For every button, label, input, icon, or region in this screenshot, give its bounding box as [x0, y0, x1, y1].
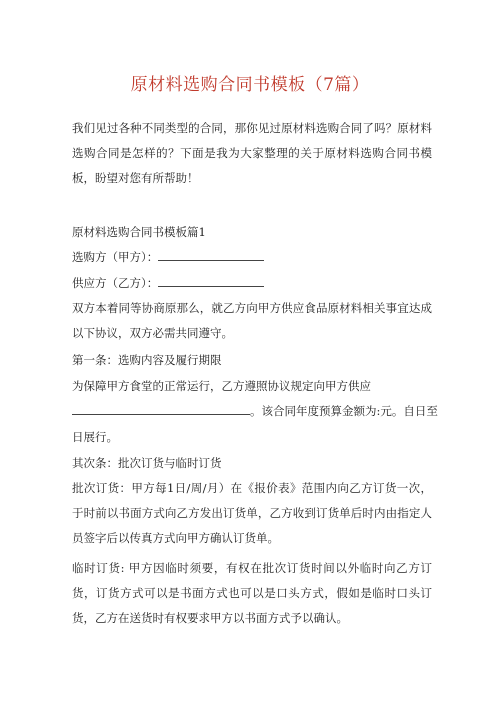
section-title: 原材料选购合同书模板篇1 [72, 225, 206, 239]
clause1-line1: 为保障甲方食堂的正常运行，乙方遵照协议规定向甲方供应 [72, 379, 371, 393]
agreement-paragraph: 双方本着同等协商原那么，就乙方向甲方供应食品原材料相关事宜达成以下协议，双方必需共同遵守。 [72, 301, 432, 340]
clause1-line2 [72, 403, 438, 419]
party-a-blank [158, 249, 264, 261]
party-b-blank [158, 275, 264, 287]
clause2-title: 其次条：批次订货与临时订货 [72, 456, 222, 470]
document-title: 原材料选购合同书模板（7篇） [130, 75, 370, 95]
temp-order-paragraph: 临时订货: 甲方因临时须要，有权在批次订货时间以外临时向乙方订货，订货方式可以是书面方式也可以是口头方式，假如是临时口头订货，乙方在送货时有权要求甲方以书面方式予以确认。 [72, 561, 432, 625]
party-b-label: 供应方（乙方）： [72, 276, 159, 290]
intro-paragraph: 我们见过各种不同类型的合同，那你见过原材料选购合同了吗？原材料选购合同是怎样的？下面是我为大家整理的关于原材料选购合同书模板，盼望对您有所帮助！ [72, 121, 432, 185]
batch-order-paragraph: 批次订货：甲方每1日/周/月）在《报价表》范围内向乙方订货一次，于时前以书面方式向乙方发出订货单，乙方收到订货单后时内由指定人员签字后以传真方式向甲方确认订货单。 [72, 481, 432, 545]
party-a-line [72, 249, 432, 265]
supply-blank [72, 403, 250, 415]
clause1-line2-text: 。该合同年度预算金额为:元。自日至 [250, 404, 438, 418]
clause1-title: 第一条：选购内容及履行期限 [72, 353, 222, 367]
party-a-label: 选购方（甲方）： [72, 250, 159, 264]
party-b-line [72, 275, 432, 291]
clause1-line3: 日展行。 [72, 430, 118, 444]
